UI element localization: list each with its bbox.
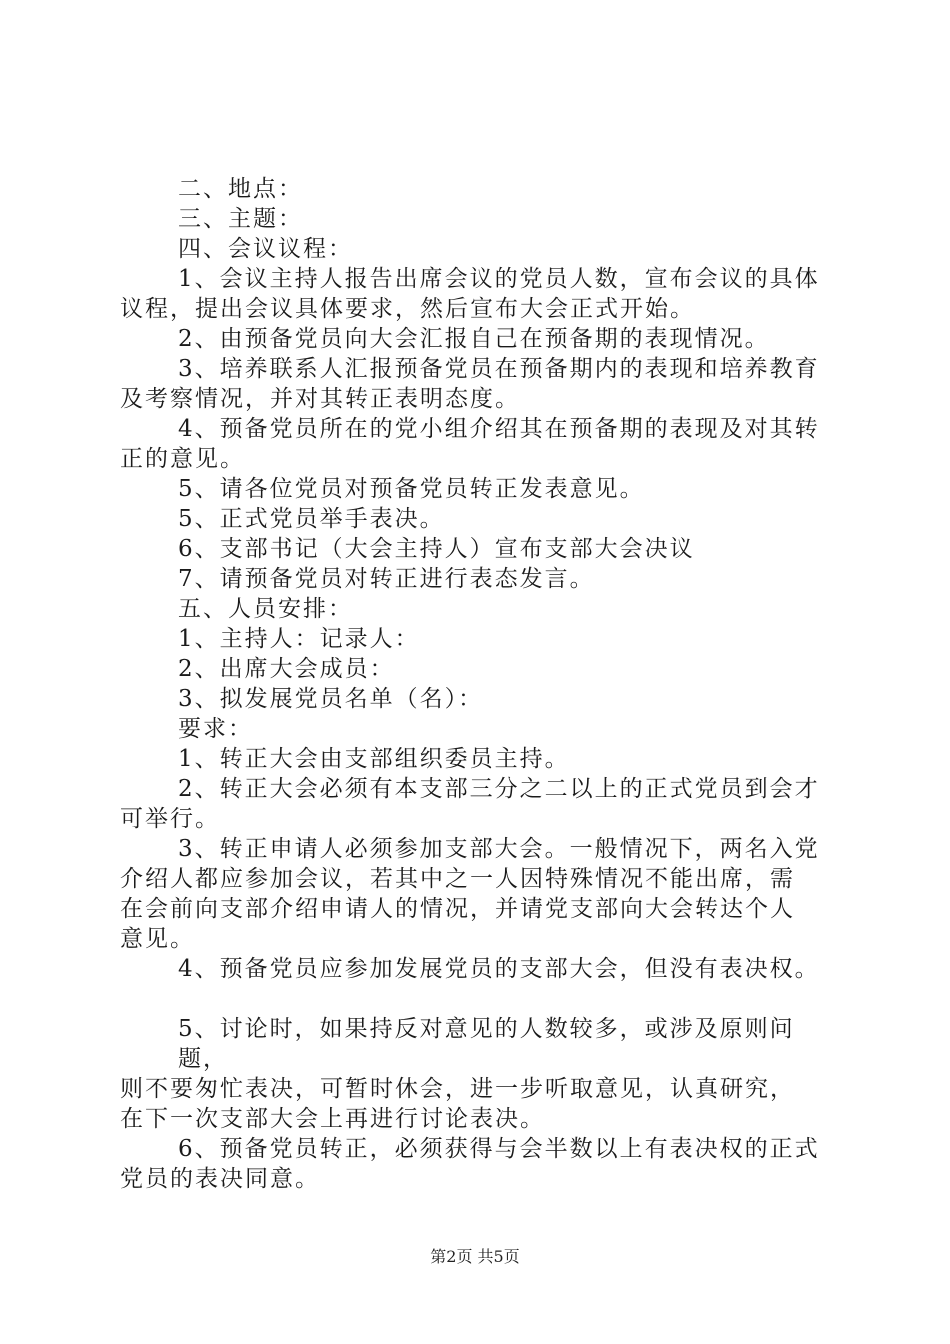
paragraph-continuation-line: 在下一次支部大会上再进行讨论表决。 xyxy=(120,1106,545,1132)
page-footer: 第2页 共5页 xyxy=(430,1247,520,1266)
paragraph-line: 3、转正申请人必须参加支部大会。一般情况下，两名入党 xyxy=(178,836,820,862)
paragraph-line: 6、支部书记（大会主持人）宣布支部大会决议 xyxy=(178,536,695,562)
paragraph-continuation-line: 在会前向支部介绍申请人的情况，并请党支部向大会转达个人 xyxy=(120,896,795,922)
paragraph-line: 3、培养联系人汇报预备党员在预备期内的表现和培养教育 xyxy=(178,356,820,382)
paragraph-line: 三、主题： xyxy=(178,206,303,232)
document-body xyxy=(120,174,838,1194)
paragraph-line: 4、预备党员应参加发展党员的支部大会，但没有表决权。 xyxy=(178,956,820,982)
paragraph-line: 5、正式党员举手表决。 xyxy=(178,506,445,532)
paragraph-line: 2、出席大会成员： xyxy=(178,656,395,682)
paragraph-line: 2、由预备党员向大会汇报自己在预备期的表现情况。 xyxy=(178,326,770,352)
paragraph-continuation-line: 及考察情况，并对其转正表明态度。 xyxy=(120,386,520,412)
paragraph-line: 五、人员安排： xyxy=(178,596,353,622)
paragraph-line: 5、讨论时，如果持反对意见的人数较多，或涉及原则问题， xyxy=(178,1016,795,1072)
paragraph-line: 5、请各位党员对预备党员转正发表意见。 xyxy=(178,476,645,502)
paragraph-line: 四、会议议程： xyxy=(178,236,353,262)
paragraph-continuation-line: 则不要匆忙表决，可暂时休会，进一步听取意见，认真研究， xyxy=(120,1076,795,1102)
paragraph-line: 4、预备党员所在的党小组介绍其在预备期的表现及对其转 xyxy=(178,416,820,442)
paragraph-continuation-line: 意见。 xyxy=(120,926,195,952)
paragraph-continuation-line: 介绍人都应参加会议，若其中之一人因特殊情况不能出席，需 xyxy=(120,866,795,892)
paragraph-line: 1、主持人：记录人： xyxy=(178,626,420,652)
paragraph-continuation-line: 可举行。 xyxy=(120,806,220,832)
blank-line xyxy=(178,984,838,1014)
paragraph-continuation-line: 党员的表决同意。 xyxy=(120,1166,320,1192)
paragraph-continuation-line: 正的意见。 xyxy=(120,446,245,472)
paragraph-line: 1、转正大会由支部组织委员主持。 xyxy=(178,746,570,772)
paragraph-line: 二、地点： xyxy=(178,176,303,202)
paragraph-line: 7、请预备党员对转正进行表态发言。 xyxy=(178,566,595,592)
paragraph-line: 3、拟发展党员名单（名）： xyxy=(178,686,484,712)
paragraph-line: 1、会议主持人报告出席会议的党员人数，宣布会议的具体 xyxy=(178,266,820,292)
paragraph-line: 要求： xyxy=(178,716,253,742)
paragraph-line: 2、转正大会必须有本支部三分之二以上的正式党员到会才 xyxy=(178,776,820,802)
paragraph-continuation-line: 议程，提出会议具体要求，然后宣布大会正式开始。 xyxy=(120,296,695,322)
paragraph-line: 6、预备党员转正，必须获得与会半数以上有表决权的正式 xyxy=(178,1136,820,1162)
